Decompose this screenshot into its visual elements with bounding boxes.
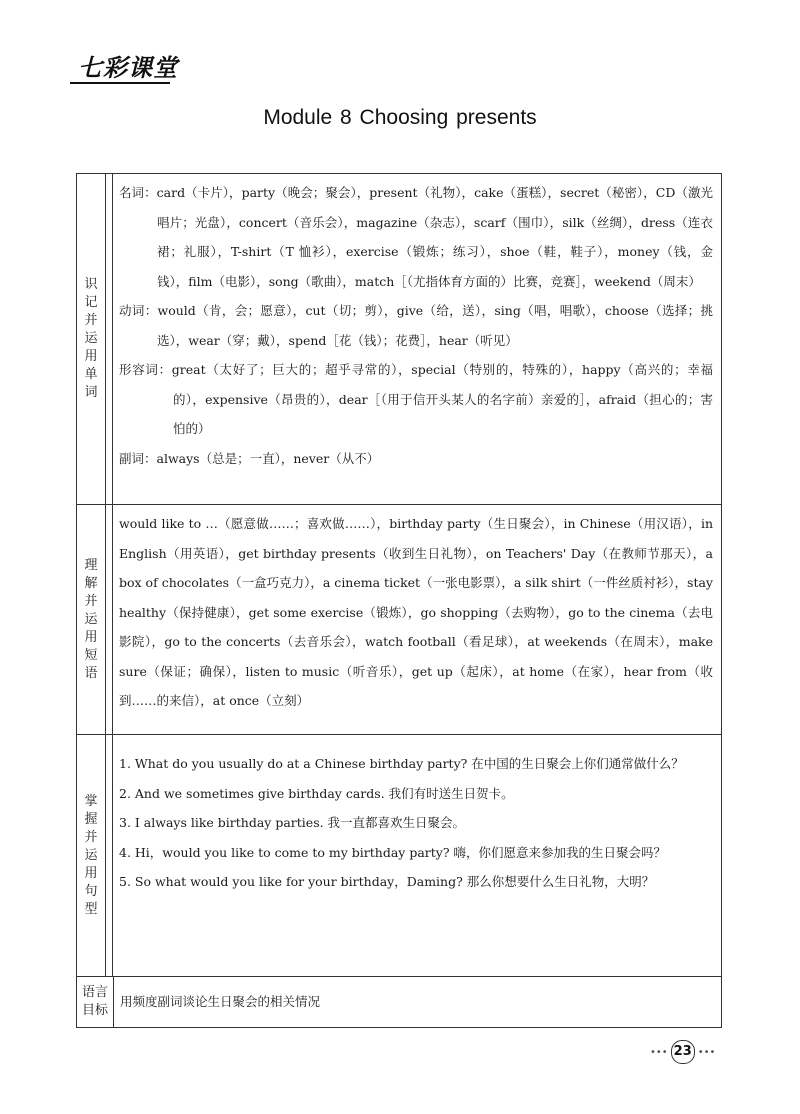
table-row-phrases — [77, 504, 721, 734]
row-label — [77, 977, 114, 1027]
dots-left: ••• — [650, 1046, 668, 1058]
table-row-goal — [77, 976, 721, 1027]
dots-right: ••• — [697, 1046, 716, 1058]
paragraph-goal: 用频度副词谈论生日聚会的相关情况 — [120, 994, 321, 1010]
logo-underline — [70, 82, 170, 84]
row-label — [77, 505, 106, 734]
sentence-item: 1. What do you usually do at a Chinese birthday party? 在中国的生日聚会上你们通常做什么？ — [119, 756, 684, 771]
sentence-item: 2. And we sometimes give birthday cards. 我们有时送生日贺卡。 — [119, 785, 514, 801]
page-number-value: 23 — [671, 1040, 695, 1064]
row-content — [113, 174, 721, 504]
page-title: Module 8 Choosing presents — [263, 106, 537, 129]
row-label — [77, 735, 106, 976]
table-row-words — [77, 174, 721, 504]
brand-logo: 七彩课堂 — [78, 54, 178, 82]
row-content — [113, 505, 721, 734]
paragraph-phrases: would like to …（愿意做……；喜欢做……），birthday party（生日聚会），in Chinese（用汉语），in English（用英语），get birthday presents（收到生日礼物），on Teachers' Day（在教师节那天），a box of chocolates（一盒巧克力），a cinema ticket（一张电影票），a silk shirt（一件丝质衬衫），stay healthy（保持健康），get some exercise（锻炼），go shopping（去购物），go to the cinema（去电影院），go to the concerts（去音乐会），watch football（看足球），at weekends（在周末），make sure（保证；确保），listen to music（听音乐），get up（起床），at home（在家），hear from（收到……的来信），at once（立刻） — [119, 516, 713, 708]
paragraph-adjectives: 形容词：great（太好了；巨大的；超乎寻常的），special（特别的，特殊的），happy（高兴的；幸福的），expensive（昂贵的），dear［（用于信开头某人的名字前）亲爱的］，afraid（担心的；害怕的） — [119, 362, 713, 436]
row-content — [114, 977, 721, 1027]
row-label-text: 语言目标 — [81, 985, 108, 1018]
row-content — [113, 735, 721, 976]
sentence-item: 5. So what would you like for your birthday，Daming? 那么你想要什么生日礼物，大明？ — [119, 874, 655, 889]
paragraph-nouns: 名词：card（卡片），party（晚会；聚会），present（礼物），cake（蛋糕），secret（秘密），CD（激光唱片；光盘），concert（音乐会），magazine（杂志），scarf（围巾），silk（丝绸），dress（连衣裙；礼服），T-shirt（T 恤衫），exercise（锻炼；练习），shoe（鞋，鞋子），money（钱，金钱），film（电影），song（歌曲），match［（尤指体育方面的）比赛，竞赛］，weekend（周末） — [119, 185, 713, 289]
paragraph-adverbs: 副词：always（总是；一直），never（从不） — [119, 450, 380, 466]
sentence-item: 4. Hi，would you like to come to my birthday party? 嗨，你们愿意来参加我的生日聚会吗？ — [119, 844, 667, 860]
row-label — [77, 174, 106, 504]
row-label-text: 识记并运用单词 — [84, 277, 98, 400]
row-label-text: 掌握并运用句型 — [84, 793, 98, 917]
module-table — [76, 173, 722, 1028]
row-label-text: 理解并运用短语 — [84, 557, 98, 681]
table-row-sentences — [77, 734, 721, 976]
page-number — [650, 1040, 715, 1064]
paragraph-verbs: 动词：would（肯，会；愿意），cut（切；剪），give（给，送），sing（唱，唱歌），choose（选择；挑选），wear（穿；戴），spend［花（钱）；花费］，hear（听见） — [119, 303, 713, 348]
sentence-item: 3. I always like birthday parties. 我一直都喜欢生日聚会。 — [119, 815, 466, 830]
